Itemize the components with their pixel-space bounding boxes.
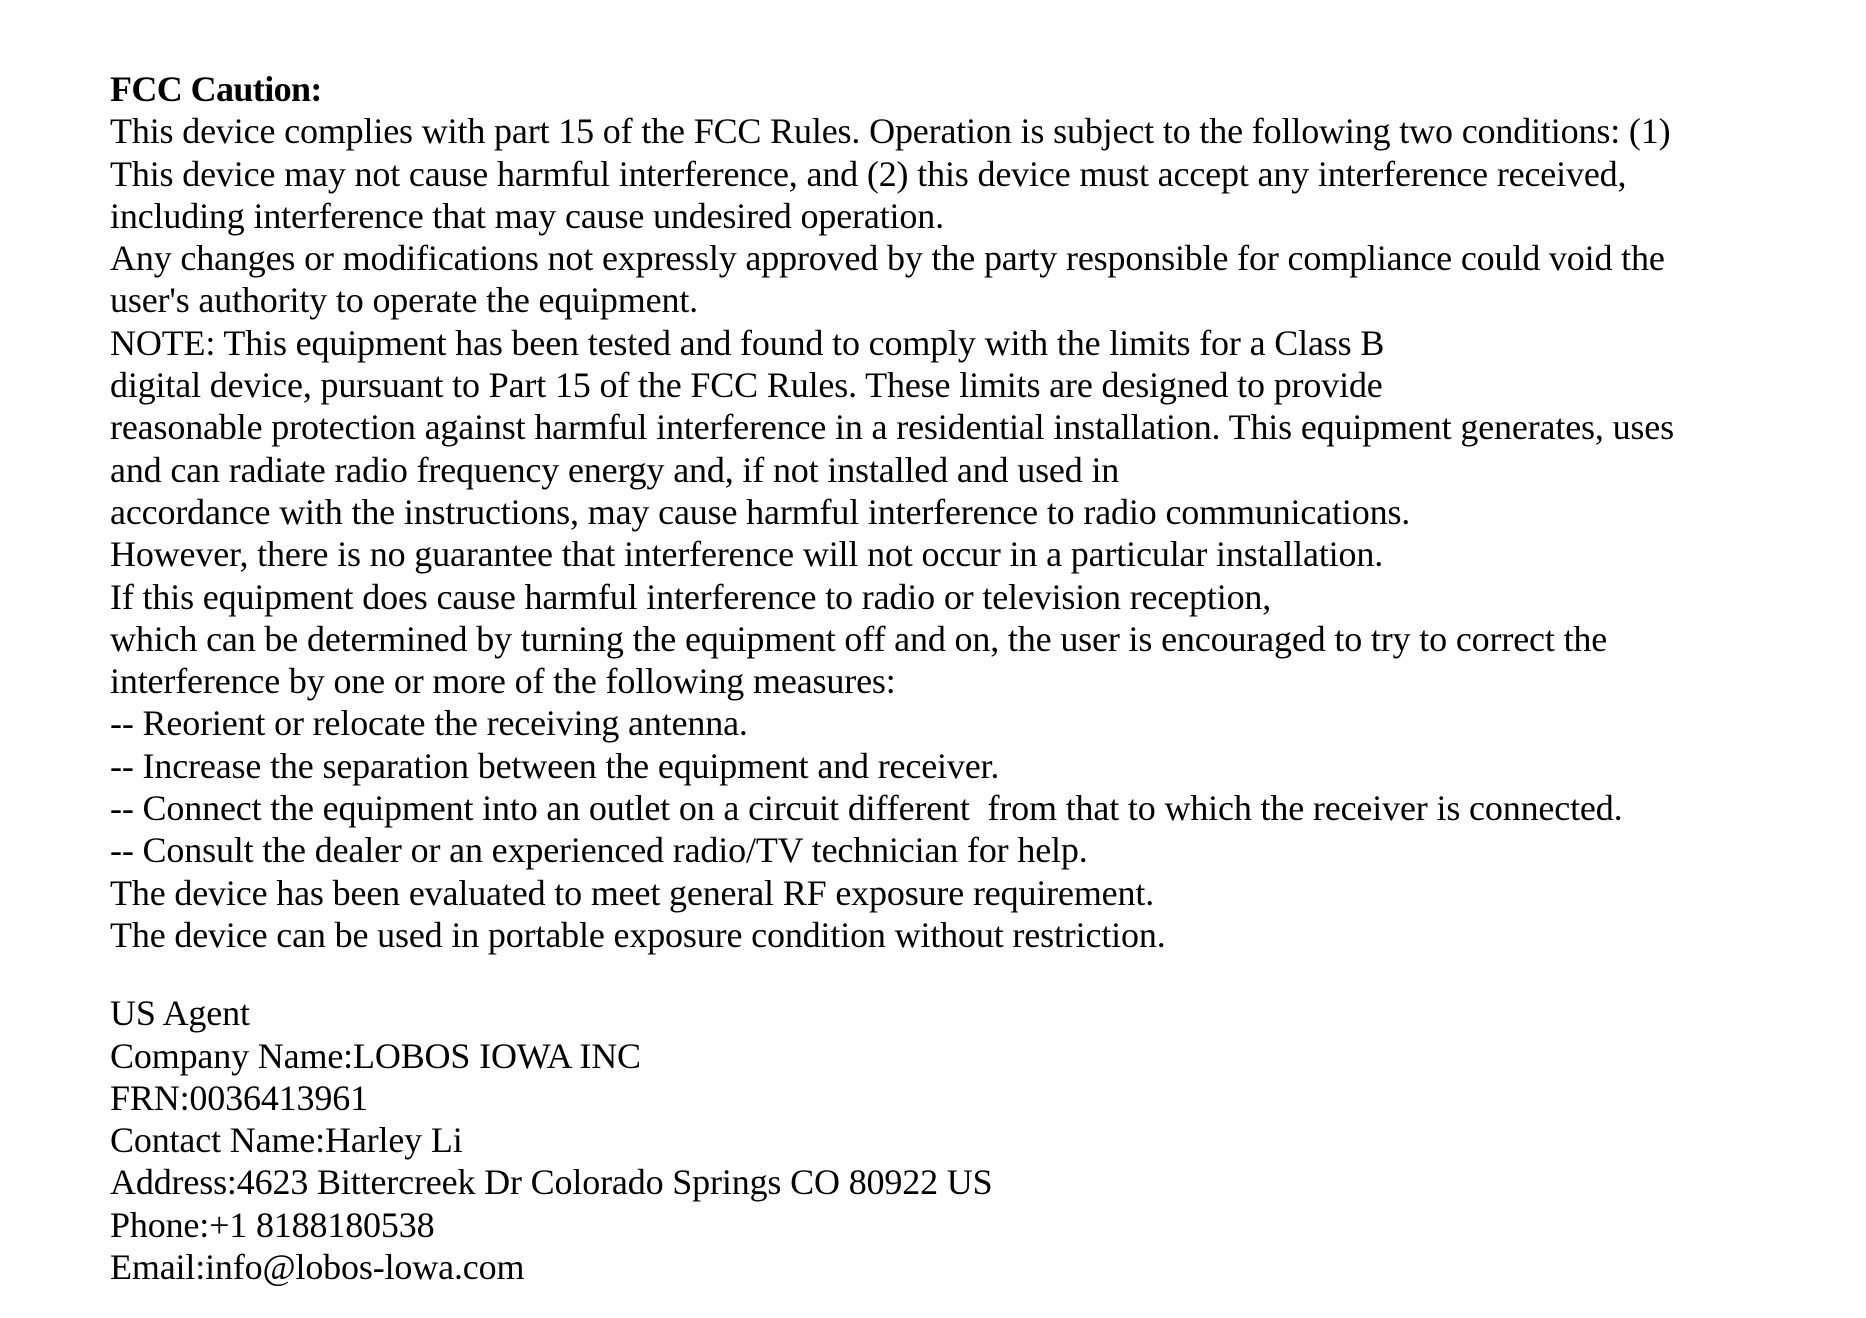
measure-item: -- Consult the dealer or an experienced radio/TV technician for help.: [110, 830, 1088, 871]
agent-email: Email:info@lobos-lowa.com: [110, 1247, 525, 1288]
caution-line: interference by one or more of the following measures:: [110, 661, 896, 702]
caution-line: NOTE: This equipment has been tested and found to comply with the limits for a Class B: [110, 322, 1385, 363]
caution-line: and can radiate radio frequency energy and, if not installed and used in: [110, 449, 1120, 490]
us-agent-section: [110, 992, 1850, 1288]
caution-line: If this equipment does cause harmful interference to radio or television reception,: [110, 576, 1272, 617]
caution-line: However, there is no guarantee that interference will not occur in a particular installation.: [110, 534, 1384, 575]
section-spacer: [110, 956, 1850, 992]
caution-line: This device may not cause harmful interference, and (2) this device must accept any interference received,: [110, 153, 1627, 194]
measure-item: -- Reorient or relocate the receiving antenna.: [110, 703, 748, 744]
caution-line: The device can be used in portable exposure condition without restriction.: [110, 914, 1166, 955]
agent-contact-name: Contact Name:Harley Li: [110, 1120, 463, 1161]
caution-line: including interference that may cause undesired operation.: [110, 195, 944, 236]
measure-item: -- Increase the separation between the equipment and receiver.: [110, 745, 1000, 786]
fcc-caution-heading: FCC Caution:: [110, 69, 322, 109]
agent-frn: FRN:0036413961: [110, 1077, 368, 1118]
caution-line: user's authority to operate the equipment.: [110, 280, 699, 321]
agent-company-name: Company Name:LOBOS IOWA INC: [110, 1035, 641, 1076]
caution-line: which can be determined by turning the equipment off and on, the user is encouraged to try to correct the: [110, 618, 1608, 659]
measure-item: -- Connect the equipment into an outlet on a circuit different from that to which the receiver is connected.: [110, 788, 1623, 829]
document-body: [110, 68, 1850, 1288]
caution-line: reasonable protection against harmful interference in a residential installation. This equipment generates, uses: [110, 407, 1674, 448]
caution-line: This device complies with part 15 of the FCC Rules. Operation is subject to the following two conditions: (1): [110, 111, 1671, 152]
caution-line: The device has been evaluated to meet general RF exposure requirement.: [110, 872, 1155, 913]
caution-line: accordance with the instructions, may cause harmful interference to radio communications.: [110, 491, 1411, 532]
caution-line: Any changes or modifications not expressly approved by the party responsible for compliance could void the: [110, 238, 1665, 279]
caution-line: digital device, pursuant to Part 15 of the FCC Rules. These limits are designed to provide: [110, 365, 1383, 406]
us-agent-title: US Agent: [110, 993, 250, 1034]
agent-address: Address:4623 Bittercreek Dr Colorado Springs CO 80922 US: [110, 1162, 993, 1203]
agent-phone: Phone:+1 8188180538: [110, 1204, 435, 1245]
